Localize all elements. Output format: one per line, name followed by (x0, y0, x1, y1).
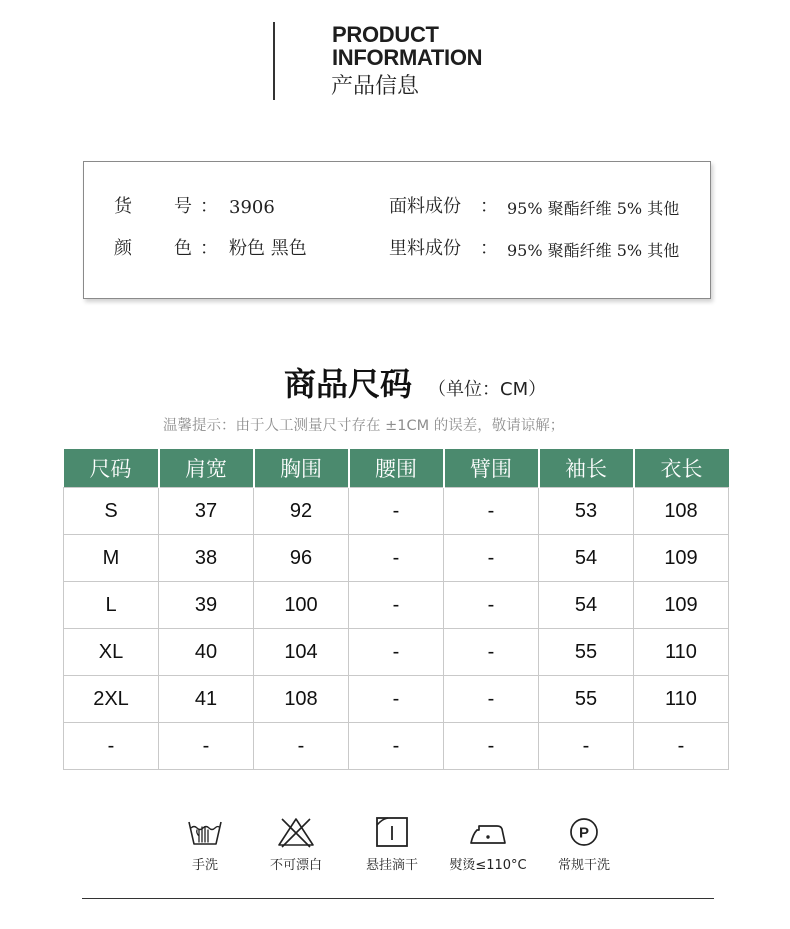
table-cell: 109 (634, 535, 729, 582)
table-row (64, 582, 729, 629)
table-cell: - (64, 723, 159, 770)
care-dry-clean (544, 816, 624, 873)
care-label: 悬挂滴干 (365, 858, 418, 873)
fabric-label: 面料成份 (389, 196, 461, 217)
table-row (64, 488, 729, 535)
table-cell: - (349, 629, 444, 676)
table-row (64, 676, 729, 723)
no-bleach-icon (276, 816, 316, 848)
table-cell: 96 (254, 535, 349, 582)
size-title: 商品尺码 (284, 365, 413, 403)
bottom-divider (82, 898, 714, 899)
table-cell: - (444, 629, 539, 676)
header-cell-shoulder: 肩宽 (159, 449, 254, 488)
lining-colon: ： (480, 238, 498, 259)
lining-value: 95% 聚酯纤维 5% 其他 (507, 241, 680, 260)
size-unit: （单位：CM） (428, 379, 547, 400)
header-divider (273, 22, 275, 100)
table-cell: 39 (159, 582, 254, 629)
product-info-box (83, 161, 711, 299)
hand-wash-icon (185, 816, 225, 848)
care-label: 手洗 (191, 858, 218, 873)
table-cell: 54 (539, 535, 634, 582)
table-cell: - (444, 676, 539, 723)
table-cell: 109 (634, 582, 729, 629)
care-iron (448, 816, 528, 873)
table-cell: 55 (539, 629, 634, 676)
table-cell: - (444, 535, 539, 582)
header-cell-length: 衣长 (634, 449, 729, 488)
dry-clean-icon (564, 816, 604, 848)
table-cell: - (159, 723, 254, 770)
table-cell: - (349, 676, 444, 723)
color-value: 粉色 黑色 (229, 238, 307, 259)
table-cell: - (349, 582, 444, 629)
size-tip: 温馨提示：由于人工测量尺寸存在 ±1CM 的误差，敬请谅解； (163, 418, 565, 434)
color-label-2: 色 (174, 238, 192, 259)
table-cell: - (349, 535, 444, 582)
size-table-header-row (64, 449, 729, 488)
table-cell: S (64, 488, 159, 535)
table-cell: 100 (254, 582, 349, 629)
table-cell: - (349, 488, 444, 535)
table-row (64, 629, 729, 676)
table-cell: - (444, 723, 539, 770)
item-no-value: 3906 (229, 197, 275, 218)
table-cell: 53 (539, 488, 634, 535)
table-cell: 108 (254, 676, 349, 723)
table-cell: 110 (634, 676, 729, 723)
table-cell: 38 (159, 535, 254, 582)
table-cell: 55 (539, 676, 634, 723)
table-row (64, 723, 729, 770)
item-no-colon: ： (200, 196, 218, 217)
table-row (64, 535, 729, 582)
size-table (63, 449, 729, 770)
color-colon: ： (200, 238, 218, 259)
header-title-en-line2: INFORMATION (332, 45, 483, 70)
table-cell: - (444, 488, 539, 535)
item-no-label-2: 号 (174, 196, 192, 217)
care-label: 常规干洗 (557, 858, 610, 873)
care-hand-wash (165, 816, 245, 873)
iron-icon (468, 816, 508, 848)
care-hang-dry (352, 816, 432, 873)
care-label: 熨烫≤110°C (449, 858, 527, 873)
table-cell: 92 (254, 488, 349, 535)
header-cell-arm: 臂围 (444, 449, 539, 488)
table-cell: 2XL (64, 676, 159, 723)
table-cell: - (349, 723, 444, 770)
table-cell: 108 (634, 488, 729, 535)
table-cell: L (64, 582, 159, 629)
table-cell: 104 (254, 629, 349, 676)
table-cell: 41 (159, 676, 254, 723)
header-cell-size: 尺码 (64, 449, 159, 488)
table-cell: - (444, 582, 539, 629)
fabric-colon: ： (480, 196, 498, 217)
color-label-1: 颜 (114, 238, 132, 259)
table-cell: 110 (634, 629, 729, 676)
header-cell-sleeve: 袖长 (539, 449, 634, 488)
header-cell-waist: 腰围 (349, 449, 444, 488)
svg-text:P: P (578, 824, 590, 842)
table-cell: 40 (159, 629, 254, 676)
header-title-en (332, 23, 482, 69)
care-label: 不可漂白 (269, 858, 322, 873)
header-cell-bust: 胸围 (254, 449, 349, 488)
header-title-en-line1: PRODUCT (332, 22, 439, 47)
table-cell: - (634, 723, 729, 770)
table-cell: XL (64, 629, 159, 676)
hang-dry-icon (372, 816, 412, 848)
care-no-bleach (256, 816, 336, 873)
table-cell: 37 (159, 488, 254, 535)
item-no-label-1: 货 (114, 196, 132, 217)
fabric-value: 95% 聚酯纤维 5% 其他 (507, 199, 680, 218)
table-cell: 54 (539, 582, 634, 629)
lining-label: 里料成份 (389, 238, 461, 259)
table-cell: M (64, 535, 159, 582)
header-title-cn: 产品信息 (331, 74, 420, 99)
table-cell: - (539, 723, 634, 770)
table-cell: - (254, 723, 349, 770)
